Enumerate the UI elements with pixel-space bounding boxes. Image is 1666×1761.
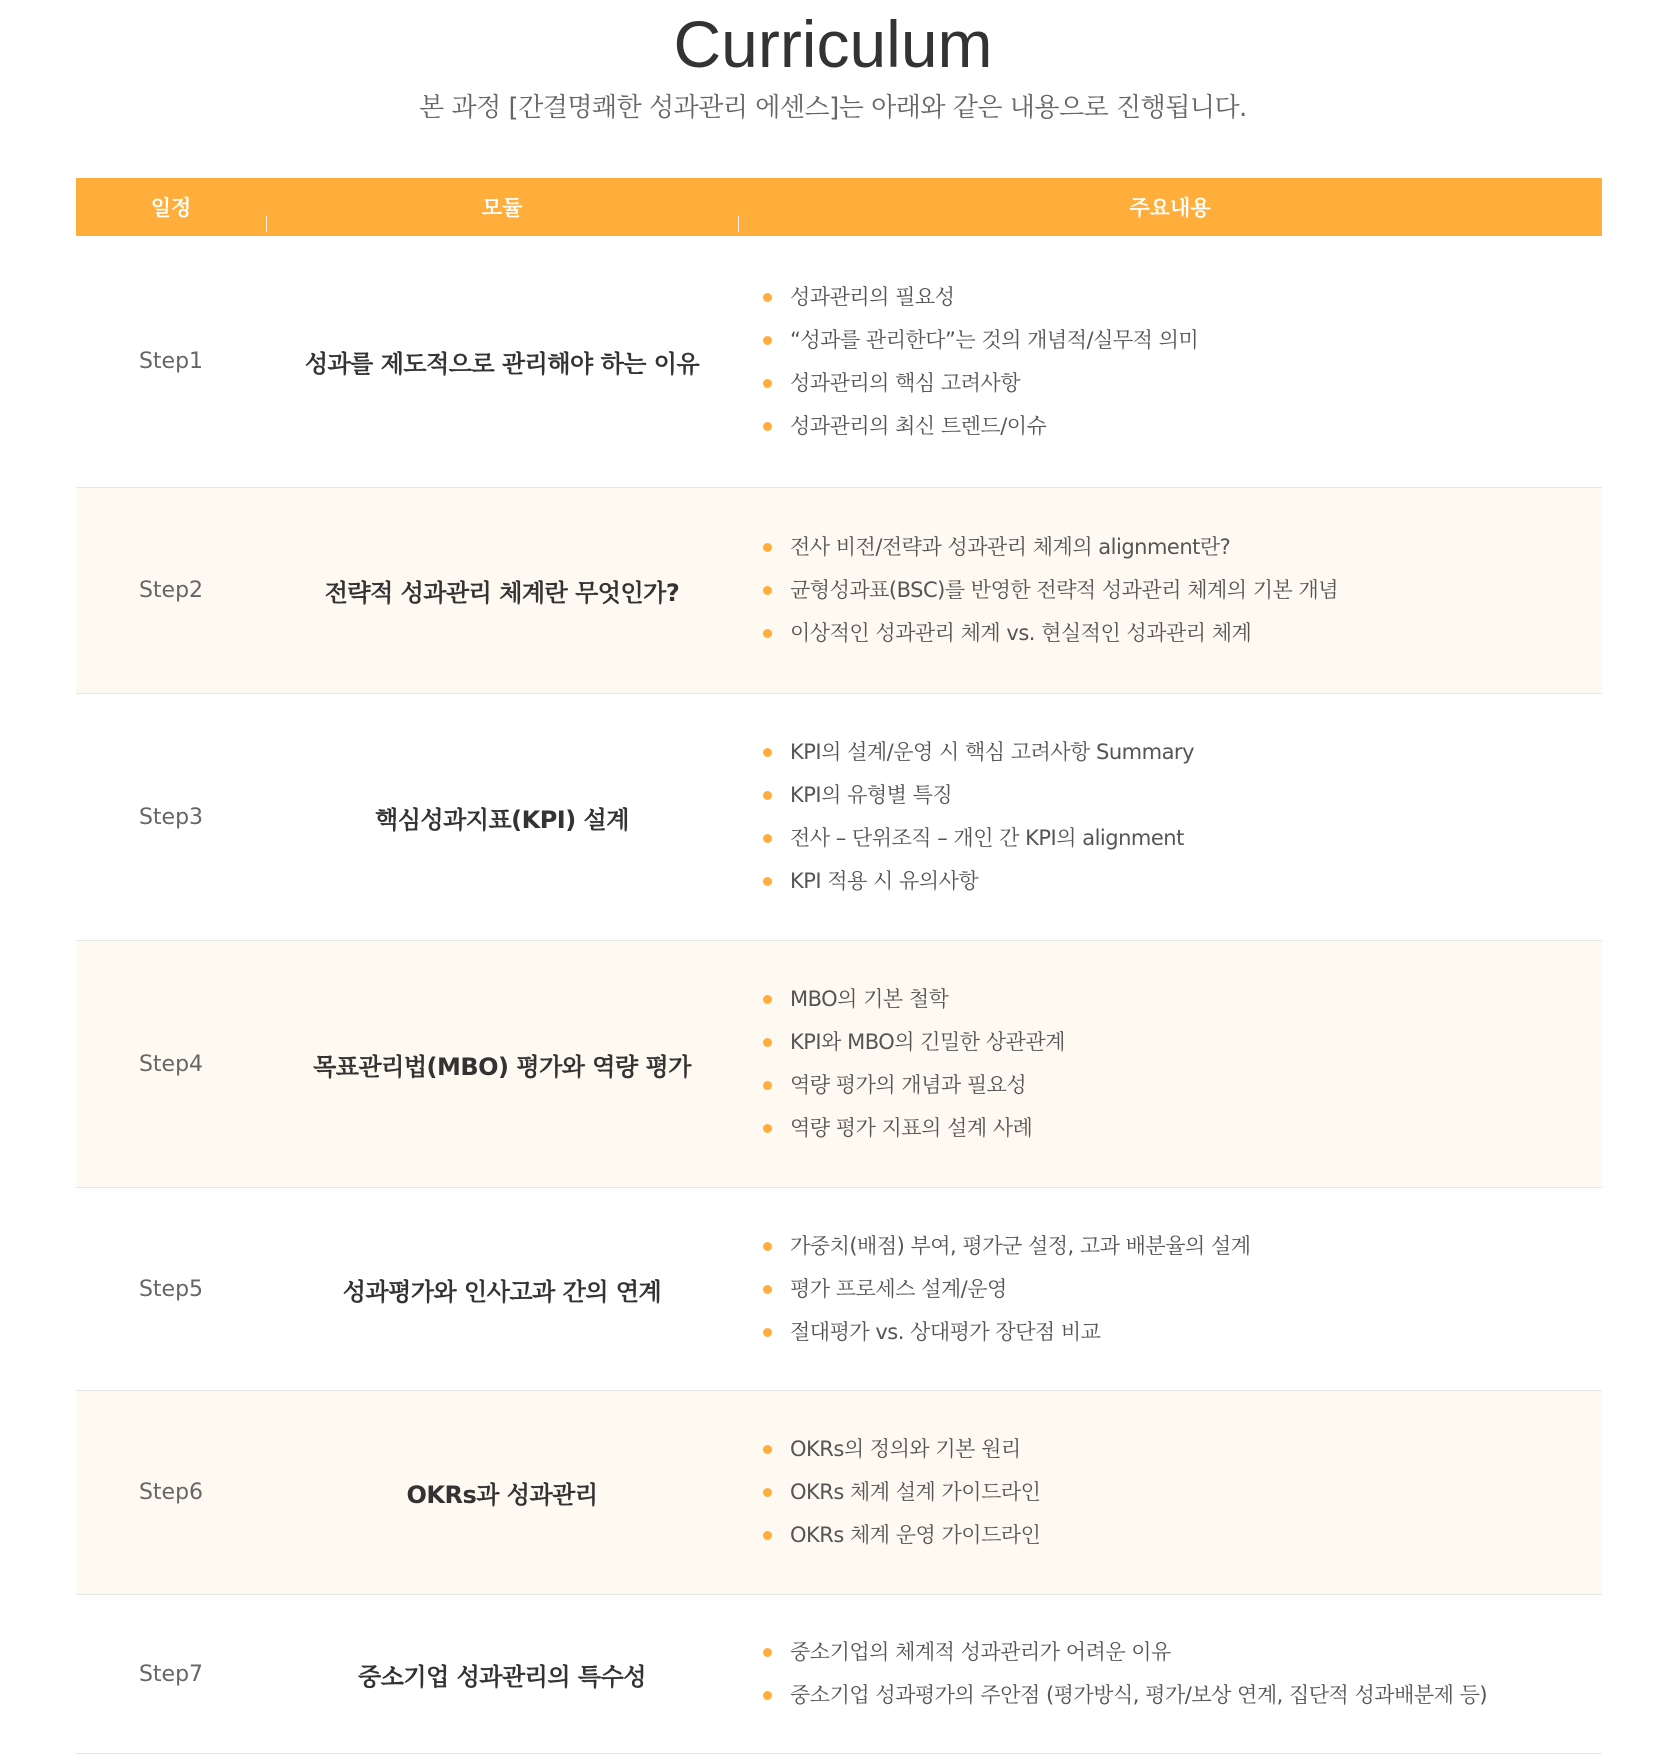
contents-list: [738, 1631, 1602, 1717]
list-item-text: MBO의 기본 철학: [790, 987, 949, 1011]
list-item-text: KPI의 설계/운영 시 핵심 고려사항 Summary: [790, 740, 1194, 764]
page-subtitle: 본 과정 [간결명쾌한 성과관리 에센스]는 아래와 같은 내용으로 진행됩니다.: [419, 93, 1247, 123]
list-item-text: OKRs의 정의와 기본 원리: [790, 1437, 1021, 1461]
step-label: Step5: [138, 1276, 204, 1302]
list-item: [790, 1471, 1602, 1514]
bullet-dot-icon: [763, 1285, 772, 1294]
list-item: [790, 526, 1602, 569]
list-item-text: 성과관리의 필요성: [790, 284, 955, 309]
bullet-dot-icon: [763, 791, 772, 800]
column-header-contents: 주요내용: [1129, 196, 1211, 220]
list-item-text: 절대평가 vs. 상대평가 장단점 비교: [790, 1319, 1101, 1344]
list-item-text: KPI 적용 시 유의사항: [790, 869, 979, 893]
contents-cell: [738, 1225, 1602, 1354]
table-row: [76, 1391, 1602, 1595]
contents-cell: [738, 526, 1602, 655]
module-title: 중소기업 성과관리의 특수성: [358, 1662, 646, 1691]
list-item-text: 중소기업의 체계적 성과관리가 어려운 이유: [790, 1640, 1171, 1664]
contents-cell: [738, 978, 1602, 1150]
list-item: [790, 362, 1602, 405]
list-item: [790, 1064, 1602, 1107]
curriculum-table: [76, 178, 1602, 1754]
module-title: OKRs과 성과관리: [406, 1481, 598, 1509]
list-item: [790, 1021, 1602, 1064]
list-item-text: 이상적인 성과관리 체계 vs. 현실적인 성과관리 체계: [790, 621, 1252, 645]
list-item-text: 역량 평가의 개념과 필요성: [790, 1073, 1027, 1097]
contents-list: [738, 276, 1602, 448]
bullet-dot-icon: [763, 1328, 772, 1337]
step-label: Step7: [138, 1661, 204, 1687]
module-title: 전략적 성과관리 체계란 무엇인가?: [324, 579, 680, 607]
bullet-dot-icon: [763, 748, 772, 757]
table-row: [76, 941, 1602, 1188]
bullet-dot-icon: [763, 877, 772, 886]
bullet-dot-icon: [763, 1445, 772, 1454]
list-item-text: 역량 평가 지표의 설계 사례: [790, 1116, 1033, 1140]
bullet-dot-icon: [763, 336, 772, 345]
list-item-text: 성과관리의 핵심 고려사항: [790, 370, 1020, 395]
list-item-text: 가중치(배점) 부여, 평가군 설정, 고과 배분율의 설계: [790, 1233, 1251, 1258]
list-item: [790, 817, 1602, 860]
module-title: 핵심성과지표(KPI) 설계: [375, 805, 629, 834]
table-header: [76, 178, 1602, 236]
list-item-text: 성과관리의 최신 트렌드/이슈: [790, 413, 1047, 438]
table-row: [76, 488, 1602, 694]
step-label: Step3: [138, 804, 204, 830]
list-item: [790, 1107, 1602, 1150]
step-label: Step6: [138, 1480, 204, 1505]
page-title: Curriculum: [673, 7, 993, 81]
column-header-module: 모듈: [481, 196, 523, 220]
column-header-schedule: 일정: [150, 196, 192, 220]
module-title: 성과를 제도적으로 관리해야 하는 이유: [304, 350, 700, 378]
contents-cell: [738, 1428, 1602, 1557]
bullet-dot-icon: [763, 1038, 772, 1047]
list-item-text: KPI와 MBO의 긴밀한 상관관계: [790, 1030, 1065, 1054]
bullet-dot-icon: [763, 379, 772, 388]
table-row: [76, 1595, 1602, 1754]
list-item: [790, 276, 1602, 319]
list-item-text: 전사 비전/전략과 성과관리 체계의 alignment란?: [790, 535, 1231, 559]
list-item-text: 평가 프로세스 설계/운영: [790, 1276, 1007, 1301]
list-item: [790, 860, 1602, 903]
bullet-dot-icon: [763, 995, 772, 1004]
bullet-dot-icon: [763, 1648, 772, 1657]
list-item-text: OKRs 체계 운영 가이드라인: [790, 1523, 1041, 1547]
bullet-dot-icon: [763, 629, 772, 638]
contents-list: [738, 1428, 1602, 1557]
bullet-dot-icon: [763, 1081, 772, 1090]
list-item: [790, 405, 1602, 448]
contents-cell: [738, 276, 1602, 448]
list-item-text: OKRs 체계 설계 가이드라인: [790, 1480, 1041, 1504]
bullet-dot-icon: [763, 1242, 772, 1251]
bullet-dot-icon: [763, 1531, 772, 1540]
step-label: Step1: [138, 349, 204, 374]
list-item-text: 전사 – 단위조직 – 개인 간 KPI의 alignment: [790, 826, 1184, 850]
contents-list: [738, 978, 1602, 1150]
step-label: Step4: [138, 1051, 204, 1077]
list-item-text: “성과를 관리한다”는 것의 개념적/실무적 의미: [790, 327, 1199, 352]
bullet-dot-icon: [763, 543, 772, 552]
list-item-text: KPI의 유형별 특징: [790, 783, 953, 807]
bullet-dot-icon: [763, 1124, 772, 1133]
module-title: 목표관리법(MBO) 평가와 역량 평가: [313, 1052, 691, 1081]
contents-cell: [738, 731, 1602, 903]
list-item: [790, 1268, 1602, 1311]
list-item: [790, 731, 1602, 774]
list-item: [790, 978, 1602, 1021]
table-row: [76, 1188, 1602, 1391]
contents-cell: [738, 1631, 1602, 1717]
bullet-dot-icon: [763, 586, 772, 595]
bullet-dot-icon: [763, 1488, 772, 1497]
contents-list: [738, 1225, 1602, 1354]
header-divider: [266, 216, 267, 232]
bullet-dot-icon: [763, 1691, 772, 1700]
list-item: [790, 1514, 1602, 1557]
list-item: [790, 612, 1602, 655]
bullet-dot-icon: [763, 293, 772, 302]
list-item: [790, 1311, 1602, 1354]
list-item: [790, 1674, 1602, 1717]
header-divider: [738, 216, 739, 232]
list-item-text: 중소기업 성과평가의 주안점 (평가방식, 평가/보상 연계, 집단적 성과배분제 등): [790, 1683, 1488, 1707]
list-item: [790, 569, 1602, 612]
step-label: Step2: [138, 578, 204, 603]
list-item: [790, 1428, 1602, 1471]
contents-list: [738, 731, 1602, 903]
list-item: [790, 774, 1602, 817]
contents-list: [738, 526, 1602, 655]
list-item-text: 균형성과표(BSC)를 반영한 전략적 성과관리 체계의 기본 개념: [790, 578, 1339, 602]
module-title: 성과평가와 인사고과 간의 연계: [342, 1277, 662, 1306]
list-item: [790, 1631, 1602, 1674]
list-item: [790, 1225, 1602, 1268]
list-item: [790, 319, 1602, 362]
table-row: [76, 694, 1602, 941]
table-row: [76, 236, 1602, 488]
bullet-dot-icon: [763, 834, 772, 843]
bullet-dot-icon: [763, 422, 772, 431]
